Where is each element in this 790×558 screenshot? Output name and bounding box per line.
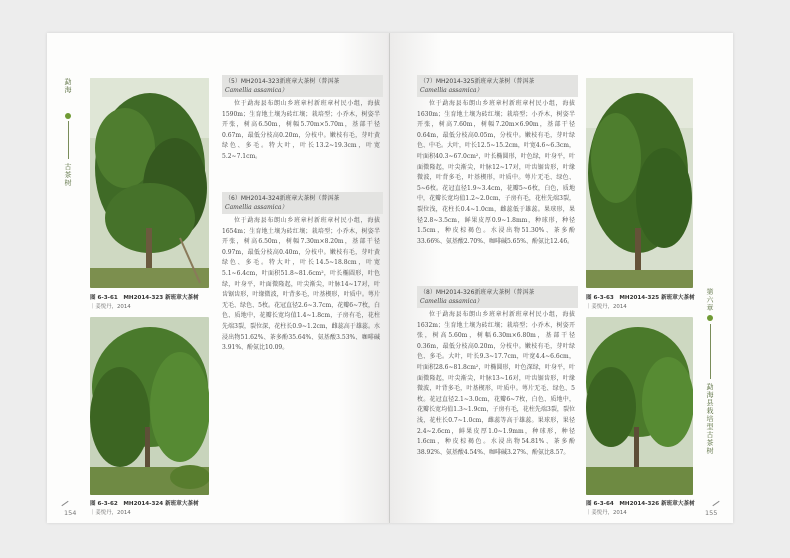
- page-number-mark: [712, 501, 719, 506]
- side-divider: [710, 324, 711, 379]
- leaf-icon: [65, 113, 71, 119]
- side-divider: [68, 121, 69, 159]
- section-body: 位于勐海县布朗山乡班章村新班章村民小组，海拔1630m；生育地土壤为砖红壤；栽培型；小乔木，树姿半开张，树高7.60m，树幅7.20m×6.90m，基部干径0.64m，最低分枝高0.05m，分枝中。嫩枝有毛，芽叶绿色、中毛。大叶，叶长12.5~15.2cm，叶宽4.6~6.3cm，叶面积40.3~67.0cm²，叶长椭圆形，叶色绿，叶身平，叶面微隆起，叶尖渐尖，叶脉12~17对，叶齿锯齿形，叶缘微波，叶背多毛，叶基楔形，叶质中。萼片无毛、绿色、5~6枚。花冠直径1.9~3.4cm，花瓣5~6枚，白色，质地中，花瓣长宽均值1.2~2.0cm，子房有毛，花柱先端3裂，裂位浅，花柱长0.4~1.0cm，雌蕊低于雄蕊。果球形，果径2.8~3.5cm，鲜果皮厚0.9~1.8mm，种球形，种径1.5cm，种皮棕褐色。水浸出物51.30%、茶多酚33.66%、氨基酸2.70%、咖啡碱5.65%、酚氨比12.46。: [417, 100, 575, 245]
- section-heading: [417, 286, 578, 308]
- heading-text: （5）MH2014-323新班章大茶树（普洱茶: [225, 78, 340, 85]
- leaf-icon: [707, 315, 713, 321]
- left-page: [47, 33, 390, 523]
- right-page: [390, 33, 733, 523]
- heading-text: （7）MH2014-325新班章大茶树（普洱茶: [420, 78, 535, 85]
- heading-latin: Camellia assamica）: [420, 298, 483, 305]
- tea-tree-photo-325: [586, 78, 693, 288]
- page-number-mark: [61, 501, 68, 506]
- heading-latin: Camellia assamica）: [225, 204, 288, 211]
- tea-tree-photo-323: [90, 78, 209, 288]
- side-label-bottom: 勐海县栽培型古茶树: [706, 383, 714, 455]
- figure-credit: ｜姜悦丹，2014: [586, 304, 627, 310]
- figure-credit: ｜姜悦丹，2014: [90, 510, 131, 516]
- page-number: 155: [705, 509, 718, 517]
- heading-text: （6）MH2014-324新班章大茶树（普洱茶: [225, 195, 340, 202]
- figure-credit: ｜姜悦丹，2014: [90, 304, 131, 310]
- section-body: 位于勐海县布朗山乡班章村新班章村民小组，海拔1632m；生育地土壤为砖红壤；栽培型；小乔木，树姿开张，树高5.60m，树幅6.30m×6.80m，基部干径0.36m，最低分枝高0.20m，分枝中。嫩枝有毛，芽叶绿色、多毛。大叶，叶长9.3~17.7cm，叶宽4.4~6.6cm，叶面积28.6~81.8cm²，叶椭圆形，叶色深绿，叶身平，叶面微隆起，叶尖渐尖，叶脉13~16对，叶齿锯齿形，叶缘微波，叶背多毛，叶基楔形，叶质中。萼片无毛、绿色、5枚。花冠直径2.1~3.0cm，花瓣6~7枚，白色、质地中，花瓣长宽均值1.3~1.9cm，子房有毛，花柱先端3裂，裂位浅，花柱长0.7~1.0cm，雌蕊等高于雄蕊。果球形，果径2.4~2.6cm，鲜果皮厚1.0~1.9mm，种球形，种径1.6cm，种皮棕褐色。水浸出物54.81%、茶多酚38.92%、氨基酸4.54%、咖啡碱3.27%、酚氨比8.57。: [417, 311, 575, 456]
- tea-tree-photo-326: [586, 317, 693, 495]
- section-body: 位于勐海县布朗山乡班章村新班章村民小组，海拔1654m；生育地土壤为砖红壤；栽培型；小乔木，树姿半开张，树高6.50m，树幅7.30m×8.20m，基部干径0.97m，最低分枝高0.40m，分枝中。嫩枝有毛，芽叶黄绿色、多毛。特大叶，叶长14.5~18.8cm，叶宽5.1~6.4cm，叶面积51.8~81.6cm²，叶长椭圆形，叶色绿，叶身平，叶面微隆起，叶尖渐尖，叶脉14~17对，叶齿锯齿形，叶缘微波，叶背多毛，叶基楔形，叶质中。萼片无毛、绿色、5枚。花冠直径2.6~3.7cm，花瓣6~7枚，白色、质地中，花瓣长宽均值1.4~1.8cm，子房有毛，花柱先端3裂，裂位深，花柱长0.9~1.2cm，雌蕊高于雄蕊。水浸出物51.62%、茶多酚35.64%、氨基酸3.53%、咖啡碱3.91%、酚氨比10.09。: [222, 217, 380, 352]
- tea-tree-photo-324: [90, 317, 209, 495]
- side-label-top: 第六章: [706, 288, 714, 312]
- heading-latin: Camellia assamica）: [225, 87, 288, 94]
- figure-caption: 图 6-3-64 MH2014-326 新班章大茶树: [586, 501, 695, 507]
- section-body: 位于勐海县布朗山乡班章村新班章村民小组，海拔1590m；生育地土壤为砖红壤；栽培型；小乔木，树姿半开张，树高6.50m，树幅5.70m×5.70m，基部干径0.67m，最低分枝高0.20m，分枝中。嫩枝有毛，芽叶黄绿色、多毛。特大叶，叶长13.2~19.3cm，叶宽5.2~7.1cm。: [222, 100, 380, 160]
- page-number: 154: [64, 509, 77, 517]
- heading-text: （8）MH2014-326新班章大茶树（普洱茶: [420, 289, 535, 296]
- section-heading: [222, 75, 383, 97]
- side-label-bottom: 古茶树: [64, 163, 72, 187]
- figure-credit: ｜姜悦丹，2014: [586, 510, 627, 516]
- side-label-top: 勐海: [64, 78, 72, 94]
- section-heading: [222, 192, 383, 214]
- figure-caption: 图 6-3-61 MH2014-323 新班章大茶树: [90, 295, 199, 301]
- heading-latin: Camellia assamica）: [420, 87, 483, 94]
- figure-caption: 图 6-3-62 MH2014-324 新班章大茶树: [90, 501, 199, 507]
- section-heading: [417, 75, 578, 97]
- figure-caption: 图 6-3-63 MH2014-325 新班章大茶树: [586, 295, 695, 301]
